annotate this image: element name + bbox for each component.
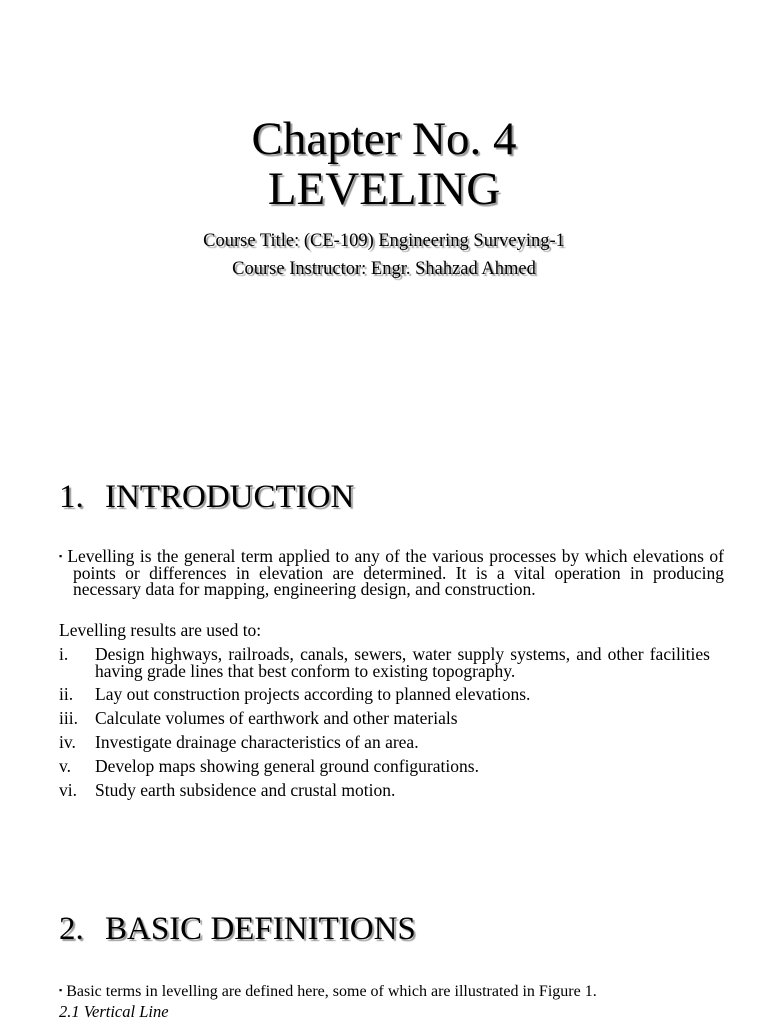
basic-definitions-paragraph <box>59 981 597 1001</box>
list-item-text: Investigate drainage characteristics of an area. <box>95 732 419 752</box>
section-heading-introduction <box>59 478 354 516</box>
introduction-text: Levelling is the general term applied to any of the various processes by which elevations of points or differences in elevation are determined. It is a vital operation in producing necessary data for mapping, engineering design, and construction. <box>67 546 724 599</box>
list-marker: v. <box>59 756 71 776</box>
bullet-icon: ▪ <box>59 551 64 561</box>
list-item <box>59 710 710 727</box>
subsection-title: 2.1 Vertical Line <box>59 1002 169 1021</box>
list-marker: vi. <box>59 780 77 800</box>
list-item-text: Lay out construction projects according to planned elevations. <box>95 684 531 704</box>
introduction-paragraph <box>59 548 724 598</box>
results-lead-text: Levelling results are used to: <box>59 620 262 640</box>
bullet-icon: ▪ <box>59 985 63 995</box>
list-item <box>59 782 710 799</box>
list-marker: ii. <box>59 684 74 704</box>
list-marker: iv. <box>59 732 76 752</box>
list-item-text: Design highways, railroads, canals, sewers, water supply systems, and other facilities having grade lines that best conform to existing topography. <box>95 644 710 681</box>
basic-definitions-text: Basic terms in levelling are defined here, some of which are illustrated in Figure 1. <box>66 983 597 1000</box>
section-title: BASIC DEFINITIONS <box>105 911 416 947</box>
list-item <box>59 734 710 751</box>
list-item <box>59 646 710 679</box>
list-item-text: Study earth subsidence and crustal motion. <box>95 780 396 800</box>
list-item <box>59 758 710 775</box>
course-instructor: Course Instructor: Engr. Shahzad Ahmed <box>232 259 536 279</box>
list-item-text: Calculate volumes of earthwork and other materials <box>95 708 458 728</box>
list-item-text: Develop maps showing general ground configurations. <box>95 756 479 776</box>
list-item <box>59 686 710 703</box>
section-number: 2. <box>59 911 84 947</box>
course-title: Course Title: (CE-109) Engineering Surveying-1 <box>203 231 565 251</box>
list-marker: iii. <box>59 708 78 728</box>
section-number: 1. <box>59 479 84 515</box>
chapter-title: Chapter No. 4 <box>251 113 517 165</box>
section-heading-basic-definitions <box>59 910 416 948</box>
list-marker: i. <box>59 644 69 664</box>
chapter-subtitle: LEVELING <box>267 163 501 215</box>
section-title: INTRODUCTION <box>105 479 355 515</box>
